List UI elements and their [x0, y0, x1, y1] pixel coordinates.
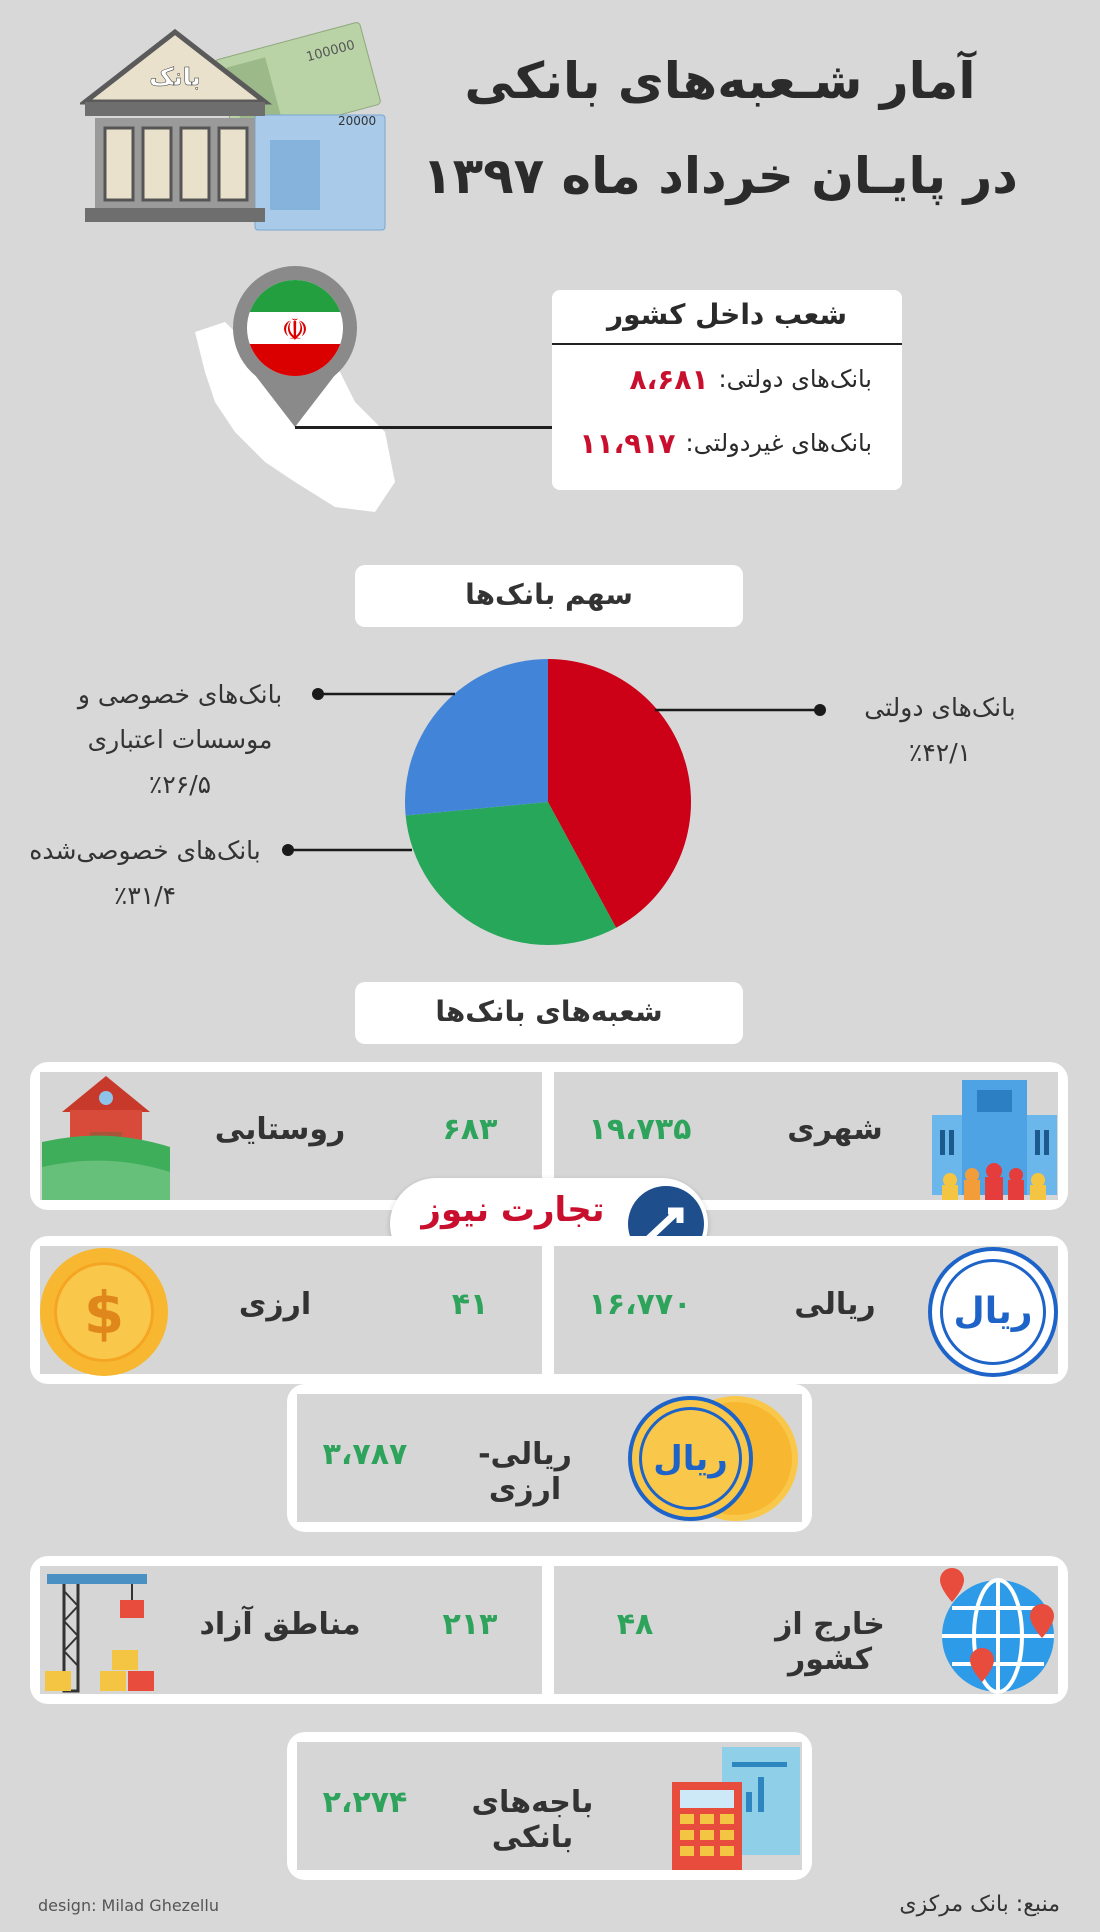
kiosk-value: ۲،۲۷۴ — [322, 1785, 408, 1820]
rial-fx-coins-icon — [628, 1393, 803, 1523]
bank-branches-heading: شعبه‌های بانک‌ها — [355, 982, 743, 1044]
state-banks-row — [552, 345, 902, 413]
state-banks-value: ۸،۶۸۱ — [629, 362, 709, 396]
pie-slice-private — [405, 659, 548, 815]
rial-label: ریالی — [794, 1287, 876, 1322]
domestic-card-title: شعب داخل کشور — [552, 290, 902, 345]
kiosk-label: باجه‌های بانکی — [471, 1785, 594, 1855]
privatized-share-pct: ٪۳۱/۴ — [113, 881, 177, 910]
state-banks-label: بانک‌های دولتی: — [718, 365, 872, 393]
page-title-line-1: آمار شـعبه‌های بانکی — [464, 52, 976, 110]
port-crane-icon — [42, 1566, 172, 1694]
nonstate-banks-label: بانک‌های غیردولتی: — [685, 429, 872, 457]
source-credit: منبع: بانک مرکزی — [899, 1892, 1060, 1917]
fx-value: ۴۱ — [451, 1287, 489, 1322]
rial-value: ۱۶،۷۷۰ — [588, 1287, 692, 1322]
private-leader-dot — [312, 688, 324, 700]
rial-coin-front — [628, 1396, 753, 1521]
bank-share-heading: سهم بانک‌ها — [355, 565, 743, 627]
private-share-name-1: بانک‌های خصوصی و — [77, 680, 283, 709]
private-banks-share-label — [55, 672, 305, 807]
bank-sign-text: بانک — [149, 63, 201, 91]
iran-map-icon — [185, 262, 405, 522]
rial-fx-value: ۳،۷۸۷ — [322, 1437, 408, 1472]
state-leader-dot — [814, 704, 826, 716]
private-share-name-2: موسسات اعتباری — [87, 725, 273, 754]
privatized-leader-dot — [282, 844, 294, 856]
privatized-share-name: بانک‌های خصوصی‌شده — [29, 836, 261, 865]
svg-text:☫: ☫ — [281, 313, 309, 348]
state-share-pct: ٪۴۲/۱ — [908, 738, 972, 767]
nonstate-banks-value: ۱۱،۹۱۷ — [579, 426, 676, 460]
rial-coin-icon — [928, 1247, 1058, 1377]
page-title-line-2: در پایـان خرداد ماه ۱۳۹۷ — [422, 147, 1018, 205]
privatized-banks-share-label — [10, 828, 280, 918]
urban-value: ۱۹،۷۳۵ — [588, 1112, 692, 1147]
rural-label: روستایی — [214, 1112, 346, 1147]
globe-location-icon — [930, 1566, 1065, 1696]
freezone-value: ۲۱۳ — [442, 1607, 498, 1642]
farm-barn-icon — [42, 1072, 170, 1200]
nonstate-banks-row — [552, 413, 902, 473]
calculator-report-icon — [672, 1742, 807, 1872]
state-banks-share-label — [840, 685, 1040, 775]
map-connector-line — [295, 426, 553, 429]
abroad-label: خارج از کشور — [775, 1607, 885, 1677]
building-icon — [932, 1075, 1057, 1200]
urban-label: شهری — [787, 1112, 883, 1147]
freezone-label: مناطق آزاد — [199, 1607, 361, 1642]
fx-label: ارزی — [238, 1287, 312, 1322]
rial-fx-label: ریالی-ارزی — [478, 1437, 572, 1507]
rial-coin-front-inner: ریال — [639, 1407, 742, 1510]
abroad-value: ۴۸ — [616, 1607, 654, 1642]
state-share-name: بانک‌های دولتی — [864, 693, 1016, 722]
rial-fx-box — [30, 1236, 1068, 1384]
banknote-1-text: 100000 — [304, 37, 357, 66]
dollar-coin-icon — [40, 1248, 168, 1376]
private-share-pct: ٪۲۶/۵ — [148, 770, 212, 799]
dollar-coin-inner: $ — [54, 1262, 154, 1362]
rial-coin-inner: ریال — [940, 1259, 1046, 1365]
domestic-branches-card — [552, 290, 902, 490]
banknote-2-text: 20000 — [338, 114, 377, 128]
design-credit: design: Milad Ghezellu — [38, 1896, 219, 1915]
watermark-brand-text: تجارت نیوز — [421, 1190, 605, 1230]
bank-illustration — [80, 20, 400, 235]
rural-value: ۶۸۳ — [442, 1112, 498, 1147]
